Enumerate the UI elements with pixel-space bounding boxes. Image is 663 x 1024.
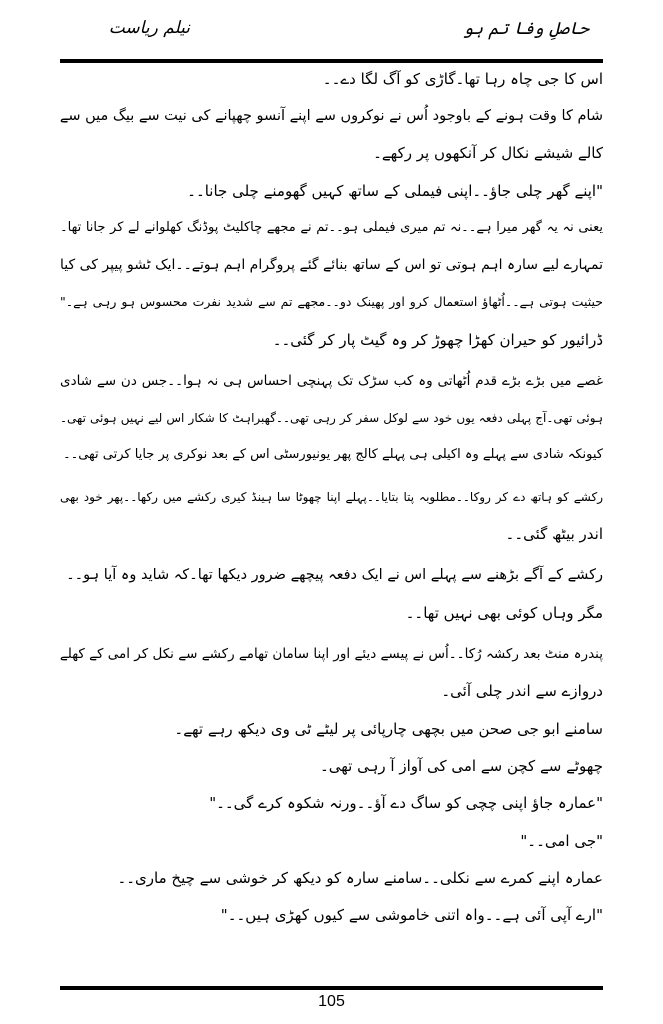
text-line: "اپنے گھر چلی جاؤ۔۔اپنی فیملی کے ساتھ کہیں گھومنے چلی جانا۔۔	[187, 182, 603, 200]
text-line: "ارے آپی آئی ہے۔۔واہ اتنی خاموشی سے کیوں کھڑی ہیں۔۔"	[220, 906, 603, 924]
text-line: اندر بیٹھ گئی۔۔	[505, 525, 603, 543]
text-line: ڈرائیور کو حیران کھڑا چھوڑ کر وہ گیٹ پار کر گئی۔۔	[272, 331, 603, 349]
text-line: عمارہ اپنے کمرے سے نکلی۔۔سامنے سارہ کو دیکھ کر خوشی سے چیخ ماری۔۔	[117, 869, 603, 887]
text-line: حیثیت ہوتی ہے۔۔اُٹھاؤ استعمال کرو اور پھینک دو۔۔مجھے تم سے شدید نفرت محسوس ہو رہی ہے۔"	[60, 294, 603, 309]
running-header	[60, 18, 603, 48]
text-line: رکشے کو ہاتھ دے کر روکا۔۔مطلوبہ پتا بتایا۔۔پہلے اپنا چھوٹا سا ہینڈ کیری رکشے میں رکھا۔۔پھر خود بھی	[60, 490, 603, 504]
header-rule	[60, 59, 603, 63]
book-title: حاصلِ وفا تم ہو	[463, 19, 589, 39]
text-line: رکشے کے آگے بڑھنے سے پہلے اس نے ایک دفعہ پیچھے ضرور دیکھا تھا۔کہ شاید وہ آیا ہو۔۔	[66, 567, 603, 583]
text-line: یعنی نہ یہ گھر میرا ہے۔۔نہ تم میری فیملی ہو۔۔تم نے مجھے چاکلیٹ پوڈنگ کھلوانے لے کر جانا تھا۔	[60, 220, 603, 235]
text-line: شام کا وقت ہونے کے باوجود اُس نے نوکروں سے اپنے آنسو چھپانے کی نیت سے بیگ میں سے	[59, 108, 603, 124]
text-line: تمہارے لیے سارہ اہم ہوتی تو اس کے ساتھ بنائے گئے پروگرام اہم ہوتے۔۔ایک ٹشو پیپر کی کیا	[60, 257, 603, 273]
author-name: نیلم ریاست	[108, 18, 190, 38]
text-line: سامنے ابو جی صحن میں بچھی چارپائی پر لیٹے ٹی وی دیکھ رہے تھے۔	[174, 720, 603, 738]
text-line: "عمارہ جاؤ اپنی چچی کو ساگ دے آؤ۔۔ورنہ شکوہ کرے گی۔۔"	[209, 794, 603, 812]
text-line: مگر وہاں کوئی بھی نہیں تھا۔۔	[405, 604, 603, 622]
text-line: ہوئی تھی۔آج پہلی دفعہ یوں خود سے لوکل سفر کر رہی تھی۔۔گھبراہٹ کا شکار اس لیے نہیں ہوئی تھی۔	[60, 411, 603, 425]
text-line: کالے شیشے نکال کر آنکھوں پر رکھے۔	[373, 144, 603, 162]
text-line: کیونکہ شادی سے پہلے وہ اکیلی ہی پہلے کالج پھر یونیورسٹی اس کے بعد نوکری پر جایا کرتی تھی۔۔	[62, 447, 603, 462]
page-number: 105	[318, 993, 345, 1010]
text-line: دروازے سے اندر چلی آئی۔	[441, 682, 603, 700]
text-line: غصے میں بڑے بڑے قدم اُٹھاتی وہ کب سڑک تک پہنچی احساس ہی نہ ہوا۔۔جس دن سے شادی	[60, 373, 603, 389]
text-line: پندرہ منٹ بعد رکشہ رُکا۔۔اُس نے پیسے دیئے اور اپنا سامان تھامے رکشے سے نکل کر امی کے کھلے	[59, 646, 603, 662]
text-line: چھوٹے سے کچن سے امی کی آواز آ رہی تھی۔	[319, 757, 603, 775]
text-line: "جی امی۔۔"	[520, 832, 603, 850]
footer-rule	[60, 986, 603, 990]
text-line: اس کا جی چاہ رہا تھا۔گاڑی کو آگ لگا دے۔۔	[322, 70, 603, 88]
